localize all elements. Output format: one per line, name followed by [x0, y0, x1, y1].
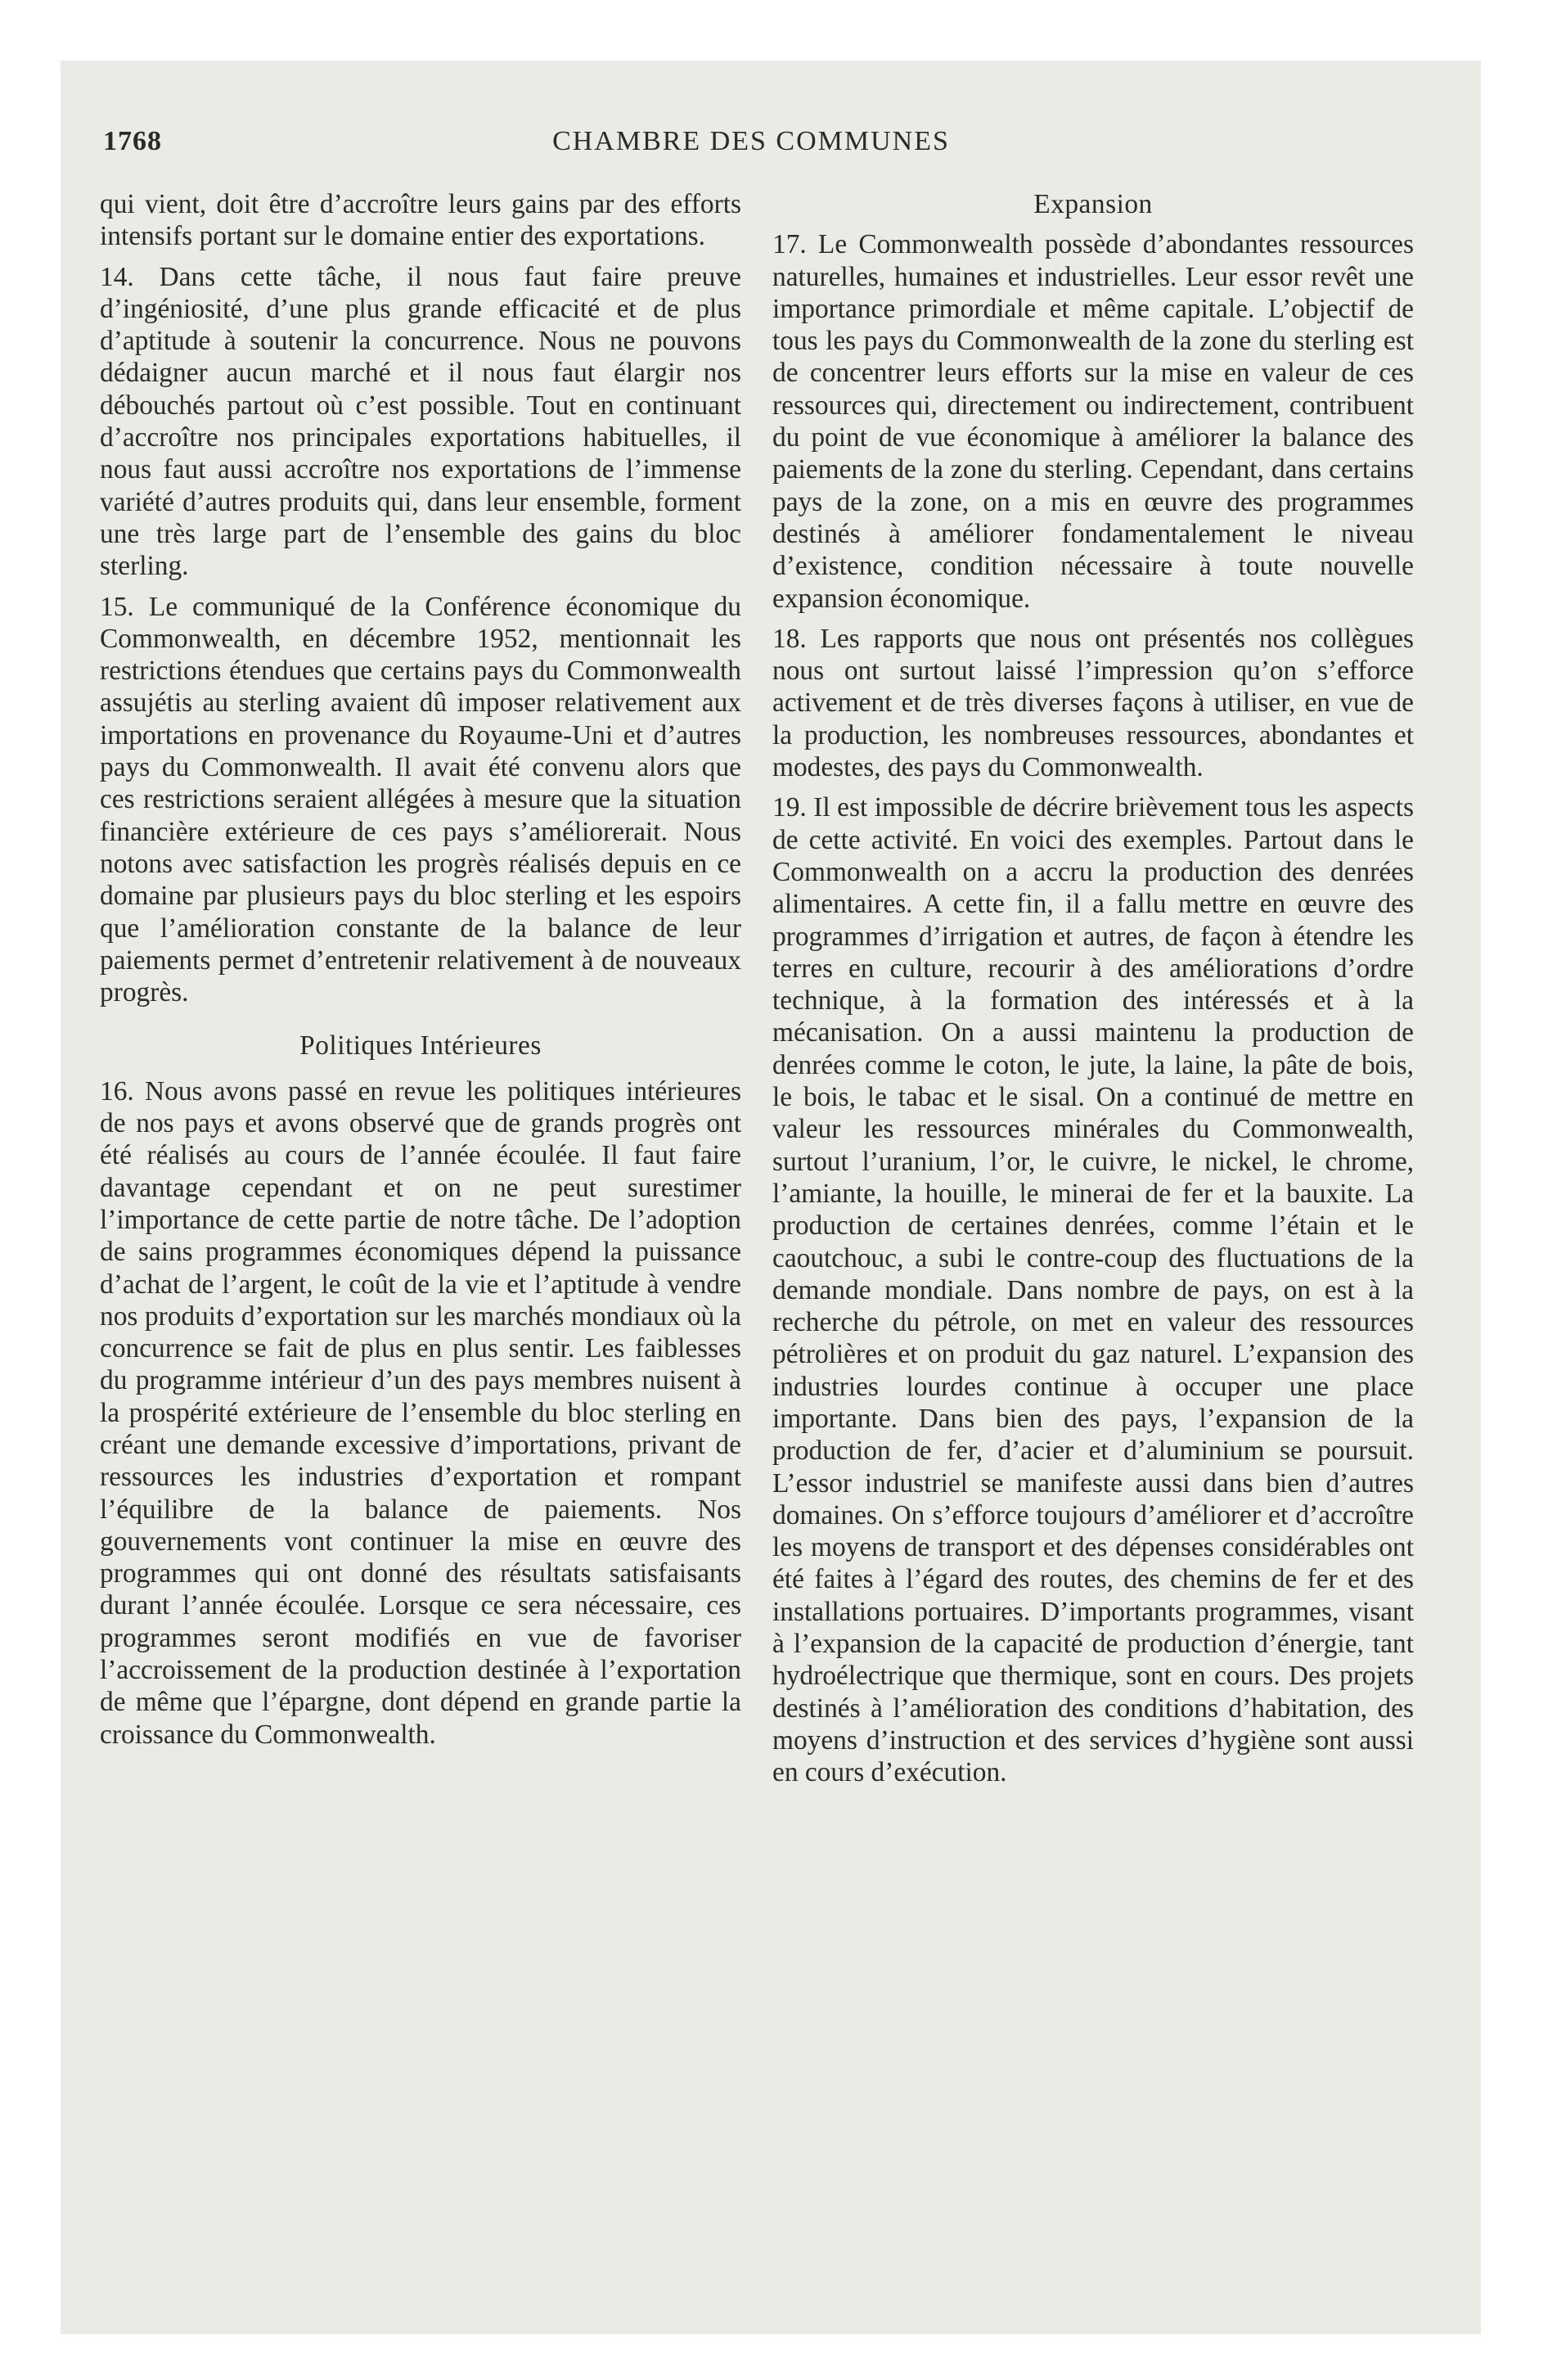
right-column	[772, 188, 1414, 1797]
paragraph-continued: qui vient, doit être d’accroître leurs gains par des efforts intensifs portant sur le domaine entier des exportations.	[100, 189, 741, 252]
page-number: 1768	[103, 126, 162, 156]
page-header	[103, 123, 1399, 167]
running-title: CHAMBRE DES COMMUNES	[552, 126, 950, 156]
paragraph-14: 14. Dans cette tâche, il nous faut faire preuve d’ingéniosité, d’une plus grande efficacité et de plus d’aptitude à soutenir la concurrence. Nous ne pouvons dédaigner aucun marché et il nous faut élargir nos débouchés partout où c’est possible. Tout en continuant d’accroître nos principales exportations habituelles, il nous faut aussi accroître nos exportations de l’immense variété d’autres produits qui, dans leur ensemble, forment une très large part de l’ensemble des gains du bloc sterling.	[100, 261, 741, 582]
paragraph-16: 16. Nous avons passé en revue les politiques intérieures de nos pays et avons observé que de grands progrès ont été réalisés au cours de l’année écoulée. Il faut faire davantage cependant et on ne peut surestimer l’importance de cette partie de notre tâche. De l’adoption de sains programmes économiques dépend la puissance d’achat de l’argent, le coût de la vie et l’aptitude à vendre nos produits d’exportation sur les marchés mondiaux où la concurrence se fait de plus en plus sentir. Les faiblesses du programme intérieur d’un des pays membres nuisent à la prospérité extérieure de l’ensemble du bloc sterling en créant une demande excessive d’importations, privant de ressources les industries d’exportation et rompant l’équilibre de la balance de paiements. Nos gouvernements vont continuer la mise en œuvre des programmes qui ont donné des résultats satisfaisants durant l’année écoulée. Lorsque ce sera nécessaire, ces programmes seront modifiés en vue de favoriser l’accroissement de la production destinée à l’exportation de même que l’épargne, dont dépend en grande partie la croissance du Commonwealth.	[100, 1075, 741, 1750]
section-heading-politiques: Politiques Intérieures	[299, 1030, 542, 1062]
section-heading-expansion: Expansion	[1033, 189, 1153, 219]
left-column	[100, 188, 741, 1759]
paragraph-18: 18. Les rapports que nous ont présentés nos collègues nous ont surtout laissé l’impression qu’on s’efforce activement et de très diverses façons à utiliser, en vue de la production, les nombreuses ressources, abondantes et modestes, des pays du Commonwealth.	[772, 623, 1414, 783]
paragraph-15: 15. Le communiqué de la Conférence économique du Commonwealth, en décembre 1952, mentionnait les restrictions étendues que certains pays du Commonwealth assujétis au sterling avaient dû imposer relativement aux importations en provenance du Royaume-Uni et d’autres pays du Commonwealth. Il avait été convenu alors que ces restrictions seraient allégées à mesure que la situation financière extérieure de ces pays s’améliorerait. Nous notons avec satisfaction les progrès réalisés depuis en ce domaine par plusieurs pays du bloc sterling et les espoirs que l’amélioration constante de la balance de leur paiements permet d’entretenir relativement à de nouveaux progrès.	[100, 591, 741, 1008]
paragraph-17: 17. Le Commonwealth possède d’abondantes ressources naturelles, humaines et industrielles. Leur essor revêt une importance primordiale et même capitale. L’objectif de tous les pays du Commonwealth de la zone du sterling est de concentrer leurs efforts sur la mise en valeur de ces ressources qui, directement ou indirectement, contribuent du point de vue économique à améliorer la balance des paiements de la zone du sterling. Cependant, dans certains pays de la zone, on a mis en œuvre des programmes destinés à améliorer fondamentalement le niveau d’existence, condition nécessaire à toute nouvelle expansion économique.	[772, 229, 1414, 614]
paragraph-19: 19. Il est impossible de décrire brièvement tous les aspects de cette activité. En voici des exemples. Partout dans le Commonwealth on a accru la production des denrées alimentaires. A cette fin, il a fallu mettre en œuvre des programmes d’irrigation et autres, de façon à étendre les terres en culture, recourir à des améliorations d’ordre technique, à la formation des intéressés et à la mécanisation. On a aussi maintenu la production de denrées comme le coton, le jute, la laine, la pâte de bois, le bois, le tabac et le sisal. On a continué de mettre en valeur les ressources minérales du Commonwealth, surtout l’uranium, l’or, le cuivre, le nickel, le chrome, l’amiante, la houille, le minerai de fer et la bauxite. La production de certaines denrées, comme l’étain et le caoutchouc, a subi le contre-coup des fluctuations de la demande mondiale. Dans nombre de pays, on est à la recherche du pétrole, on met en valeur des ressources pétrolières et on produit du gaz naturel. L’expansion des industries lourdes continue à occuper une place importante. Dans bien des pays, l’expansion de la production de fer, d’acier et d’aluminium se poursuit. L’essor industriel se manifeste aussi dans bien d’autres domaines. On s’efforce toujours d’améliorer et d’accroître les moyens de transport et des dépenses considérables ont été faites à l’égard des routes, des chemins de fer et des installations portuaires. D’importants programmes, visant à l’expansion de la capacité de production d’énergie, tant hydroélectrique que thermique, sont en cours. Des projets destinés à l’amélioration des conditions d’habitation, des moyens d’instruction et des services d’hygiène sont aussi en cours d’exécution.	[772, 792, 1414, 1788]
